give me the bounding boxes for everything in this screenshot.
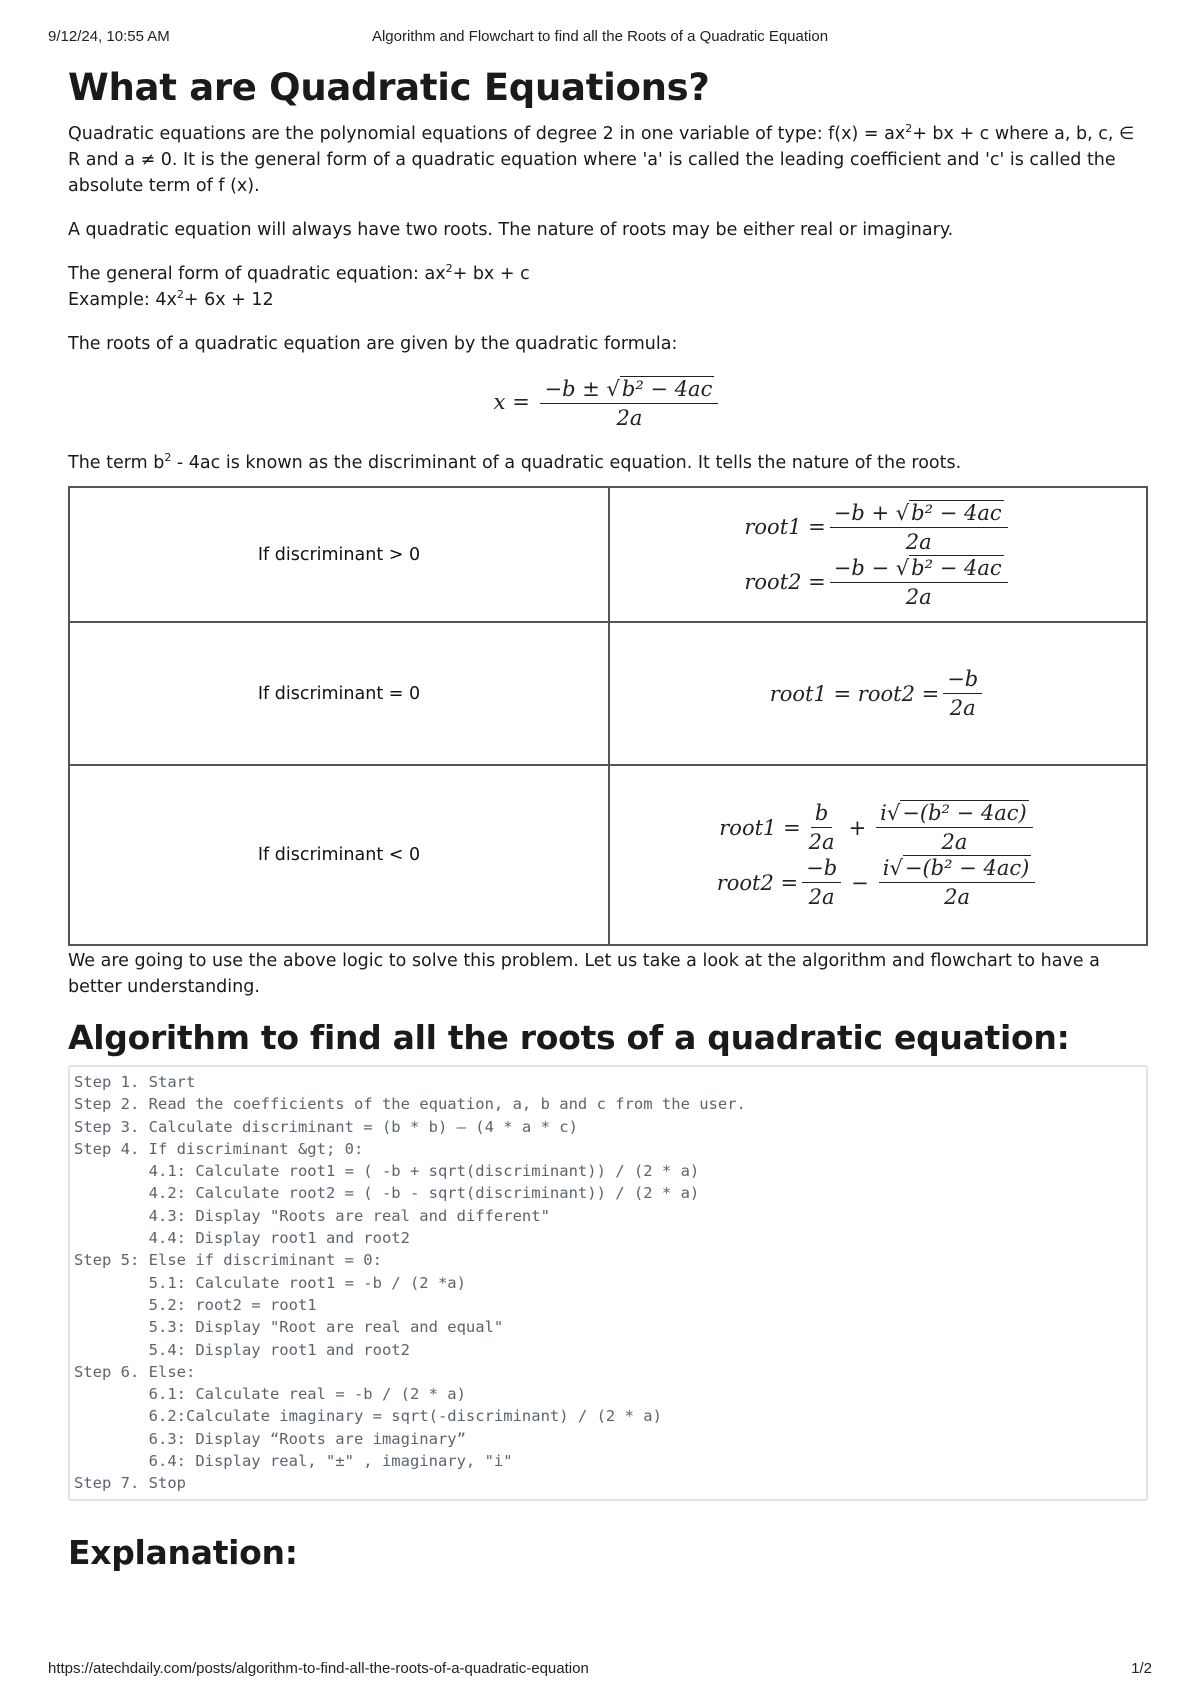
- imag-denominator: 2a: [944, 885, 970, 909]
- formula-denominator: 2a: [616, 406, 643, 430]
- intro-text-a: Quadratic equations are the polynomial equations of degree 2 in one variable of type: f(x) = ax: [68, 124, 906, 144]
- imag-unit: i: [882, 856, 890, 880]
- table-row: [69, 765, 1147, 945]
- superscript: 2: [445, 262, 453, 276]
- root1-numerator: −b +: [833, 500, 896, 525]
- intro-paragraph: [68, 121, 1148, 199]
- equal-roots-denominator: 2a: [949, 696, 976, 720]
- formula-numerator: −b ±: [544, 377, 607, 401]
- superscript: 2: [176, 288, 184, 302]
- article-content: [68, 66, 1148, 1580]
- algorithm-code-block: Step 1. Start Step 2. Read the coefficients of the equation, a, b and c from the user. Step 3. Calculate discriminant = (b * b) – (4 * a * c) Step 4. If discriminant &gt; 0: 4.1: Calculate root1 = ( -b + sqrt(discriminant)) / (2 * a) 4.2: Calculate root2 = ( -b - sqrt(discriminant)) / (2 * a) 4.3: Display "Roots are real and different" 4.4: Display root1 and root2 Step 5: Else if discriminant = 0: 5.1: Calculate root1 = -b / (2 *a) 5.2: root2 = root1 5.3: Display "Root are real and equal" 5.4: Display root1 and root2 Step 6. Else: 6.1: Calculate real = -b / (2 * a) 6.2:Calculate imaginary = sqrt(-discriminant) / (2 * a) 6.3: Display “Roots are imaginary” 6.4: Display real, "±" , imaginary, "i" Step 7. Stop: [68, 1065, 1148, 1501]
- page-number: 1/2: [1131, 1660, 1152, 1677]
- root2-label: root2 =: [744, 570, 826, 594]
- general-form-line: [68, 261, 1148, 287]
- imag-unit: i: [880, 801, 887, 825]
- print-doc-title: Algorithm and Flowchart to find all the Roots of a Quadratic Equation: [371, 28, 829, 45]
- root2-numerator: −b −: [833, 555, 896, 580]
- root1-label: root1 =: [744, 515, 826, 539]
- root1-radicand: b² − 4ac: [911, 500, 1002, 525]
- discriminant-table: [68, 486, 1148, 946]
- table-cell-result: root1 = $\frac{b}{2a}$ + $\frac{\text{i√−(b² − 4ac)}}{2a}$ root2 = $\frac{-b}{2a}$ − $\frac{\text{i√−(b² − 4ac)}}{2a}$: [609, 765, 1147, 945]
- root1-denominator: 2a: [905, 529, 932, 554]
- table-row: [69, 622, 1147, 765]
- table-row: [69, 487, 1147, 622]
- table-cell-condition: If discriminant = 0: [69, 622, 609, 765]
- formula-lhs: x =: [493, 390, 530, 414]
- table-cell-condition: If discriminant > 0: [69, 487, 609, 622]
- superscript: 2: [164, 451, 172, 465]
- example-text-a: Example: 4x: [68, 290, 177, 310]
- minus-sign: −: [851, 870, 869, 895]
- quadratic-formula: [68, 377, 1148, 430]
- root2-denominator: 2a: [905, 584, 932, 609]
- imag-radicand: −(b² − 4ac): [902, 801, 1027, 825]
- formula-radicand: b² − 4ac: [621, 377, 713, 401]
- table-cell-result: [609, 622, 1147, 765]
- equal-roots-numerator: −b: [943, 667, 982, 694]
- print-datetime: 9/12/24, 10:55 AM: [48, 28, 170, 45]
- complex-root1-label: root1 =: [719, 815, 801, 840]
- imag-denominator: 2a: [941, 830, 968, 854]
- formula-fraction: $\frac{\text{−b ± √b² − 4ac}}{2a}$: [540, 377, 718, 430]
- root2-radicand: b² − 4ac: [911, 555, 1002, 580]
- discriminant-paragraph: [68, 450, 1148, 476]
- roots-nature-paragraph: A quadratic equation will always have two roots. The nature of roots may be either real or imaginary.: [68, 220, 954, 240]
- real-part-denominator: 2a: [808, 830, 835, 854]
- page-url: https://atechdaily.com/posts/algorithm-to-find-all-the-roots-of-a-quadratic-equation: [48, 1660, 589, 1677]
- imag-radicand: −(b² − 4ac): [904, 856, 1030, 880]
- superscript: 2: [905, 122, 913, 136]
- equal-roots-label: root1 = root2 =: [769, 681, 940, 706]
- example-line: [68, 287, 1148, 313]
- example-text-b: + 6x + 12: [183, 290, 274, 310]
- roots-formula-intro: The roots of a quadratic equation are given by the quadratic formula:: [68, 334, 678, 354]
- real-part-numerator: −b: [802, 856, 841, 883]
- table-cell-result: root1 = $\frac{\text{−b + √b² − 4ac}}{2a}$ root2 = $\frac{\text{−b − √b² − 4ac}}{2a}$: [609, 487, 1147, 622]
- complex-root2-label: root2 =: [716, 870, 799, 895]
- general-form-text-a: The general form of quadratic equation: ax: [68, 264, 446, 284]
- plus-sign: +: [848, 815, 867, 840]
- logic-paragraph: We are going to use the above logic to solve this problem. Let us take a look at the algorithm and flowchart to have a better understanding.: [68, 951, 1100, 997]
- real-part-denominator: 2a: [808, 885, 835, 909]
- general-form-text-b: + bx + c: [452, 264, 530, 284]
- term-text-a: The term b: [68, 453, 165, 473]
- intro-text-b: + bx + c where a, b, c, ∈ R and a ≠ 0. It is the general form of a quadratic equation where 'a' is called the leading coefficient and 'c' is called the absolute term of f (x).: [68, 124, 1135, 196]
- table-cell-condition: If discriminant < 0: [69, 765, 609, 945]
- real-part-numerator: b: [811, 801, 832, 828]
- heading-what-are-quadratic: What are Quadratic Equations?: [68, 66, 710, 109]
- term-text-b: - 4ac is known as the discriminant of a quadratic equation. It tells the nature of the roots.: [171, 453, 962, 473]
- heading-explanation: Explanation:: [68, 1532, 298, 1572]
- heading-algorithm: Algorithm to find all the roots of a quadratic equation:: [68, 1018, 1070, 1057]
